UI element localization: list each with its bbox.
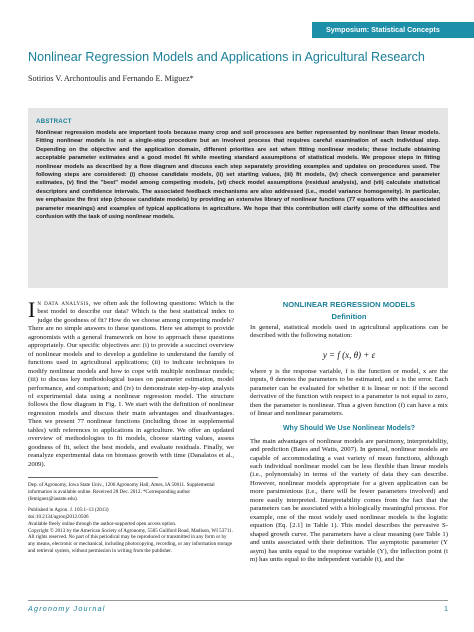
right-column: [250, 300, 448, 564]
published-in: [28, 507, 234, 554]
why-heading: Why Should We Use Nonlinear Models?: [282, 424, 416, 432]
drop-cap: I: [28, 297, 36, 322]
article-authors: Sotirios V. Archontoulis and Fernando E. Miguez*: [28, 74, 194, 83]
section-heading: NONLINEAR REGRESSION MODELS: [282, 300, 416, 309]
article-title: Nonlinear Regression Models and Applications in Agricultural Research: [28, 50, 425, 64]
equation-explanation: where y is the response variable, f is the function or model, x are the inputs, θ denotes the parameters to be estimated, and ε is the error. Each parameter can be evaluated for whether it is linear or not: if the second derivative of the function with respect to a parameter is not equal to zero, then the parameter is nonlinear. Thus a given function (f) can have a mix of linear and nonlinear parameters.: [250, 367, 448, 418]
left-column: [28, 297, 235, 554]
abstract-text: Nonlinear regression models are important tools because many crop and soil processes are better represented by nonlinear than linear models. Fitting nonlinear models is not a single-step procedure but an involved process that requires careful examination of each individual step. Depending on the objective and the application domain, different priorities are set when fitting nonlinear models; these include obtaining acceptable parameter estimates and a good model fit while meeting standard assumptions of statistical models. We propose steps in fitting nonlinear models as described by a flow diagram and discuss each step separately providing examples and updates on procedures used. The following steps are considered: (i) choose candidate models, (ii) set starting values, (iii) fit models, (iv) check convergence and parameter estimates, (v) find the "best" model among competing models, (vi) check model assumptions (residual analysis), and (vii) calculate statistical descriptors and confidence intervals. The associated feedback mechanisms are also addressed (i.e., model variance homogeneity). In particular, we emphasize the first step (choose candidate models) by providing an extensive library of nonlinear functions (77 equations with the associated parameter meanings) and examples of typical applications in agriculture. We hope that this contribution will clarify some of the difficulties and confusion with the task of using nonlinear models.: [36, 130, 440, 221]
page-number: 1: [444, 604, 448, 613]
intro-text: we often ask the following questions: Which is the best model to describe our data? Which is the best statistical index to judge the goodness of fit? How do we choose among competing models? There are no simple answers to these questions. Here we attempt to provide agronomists with a general framework on how to approach these questions appropriately. Our specific objectives are: (i) to provide a succinct overview of nonlinear models and to develop a guideline to understand the family of functions used in agricultural applications; (ii) to indicate techniques to modify nonlinear models and how to cope with multiple nonlinear models; (iii) to discuss key methodological issues on parameter estimation, model performance, and comparison; and (iv) to demonstrate step-by-step analysis of experimental data using a nonlinear regression model. The structure follows the flow diagram in Fig. 1. We start with the definition of nonlinear regression models and discuss their main advantages and disadvantages. Then we present 77 nonlinear functions (including those in supplemental tables) with references to applications in agriculture. We offer an updated overview of methodologies to fit models, choose starting values, assess goodness of fit, select the best models, and evaluate residuals. Finally, we reanalyze experimental data on biomass growth with time (Danalatos et al., 2009).: [28, 300, 235, 468]
definition-text: In general, statistical models used in agricultural applications can be described with the following notation:: [250, 324, 448, 340]
why-text: The main advantages of nonlinear models are parsimony, interpretability, and prediction (Bates and Watts, 2007). In general, nonlinear models are capable of accommodating a vast variety of mean functions, although each individual nonlinear model can be less flexible than linear models (i.e., polynomials) in terms of the variety of data they can describe. However, nonlinear models appropriate for a given application can be more parsimonious (i.e., there will be fewer parameters involved) and more easily interpreted. Interpretability comes from the fact that the parameters can be associated with a biologically meaningful process. For example, one of the most widely used nonlinear models is the logistic equation (Eq. [2.1] in Table 1). This model describes the pervasive S-shaped growth curve. The parameters have a clear meaning (see Table 1) and units associated with their definition. The asymptotic parameter (Y asym) has units equal to the response variable (Y), the inflection point (t m) has units equal to the independent variable (t), and the: [250, 437, 448, 563]
lead-in: n data analysis,: [37, 300, 91, 307]
section-label: Symposium: Statistical Concepts: [312, 22, 474, 38]
footer-journal: Agronomy Journal: [28, 604, 106, 613]
footer-rule: [28, 600, 448, 601]
intro-paragraph: [28, 297, 235, 469]
open-access-line: Available freely online through the author-supported open access option.: [28, 520, 177, 527]
doi-line: doi:10.2134/agronj2012.0506: [28, 514, 89, 521]
model-equation: y = f (x, θ) + ε: [322, 349, 376, 360]
copyright-line: Copyright © 2013 by the American Society of Agronomy, 5585 Guilford Road, Madison, WI 53711. All rights reserved. No part of this periodical may be reproduced or transmitted in any form or by any means, electronic or mechanical, including photocopying, recording, or any information storage and retrieval system, without permission in writing from the publisher.: [28, 527, 234, 554]
footnote-rule: [28, 477, 158, 478]
abstract-heading: ABSTRACT: [36, 118, 72, 125]
abstract-box: [28, 108, 448, 288]
affiliation-footnote: Dep. of Agronomy, Iowa State Univ., 1206 Agronomy Hall, Ames, IA 50011. Supplemental information is available online. Received 28 Dec. 2012. *Corresponding author (femiguez@iastate.edu).: [28, 482, 215, 502]
definition-heading: Definition: [331, 312, 367, 321]
top-band: [0, 0, 474, 20]
published-line: Published in Agron. J. 105:1–13 (2013): [28, 507, 109, 514]
